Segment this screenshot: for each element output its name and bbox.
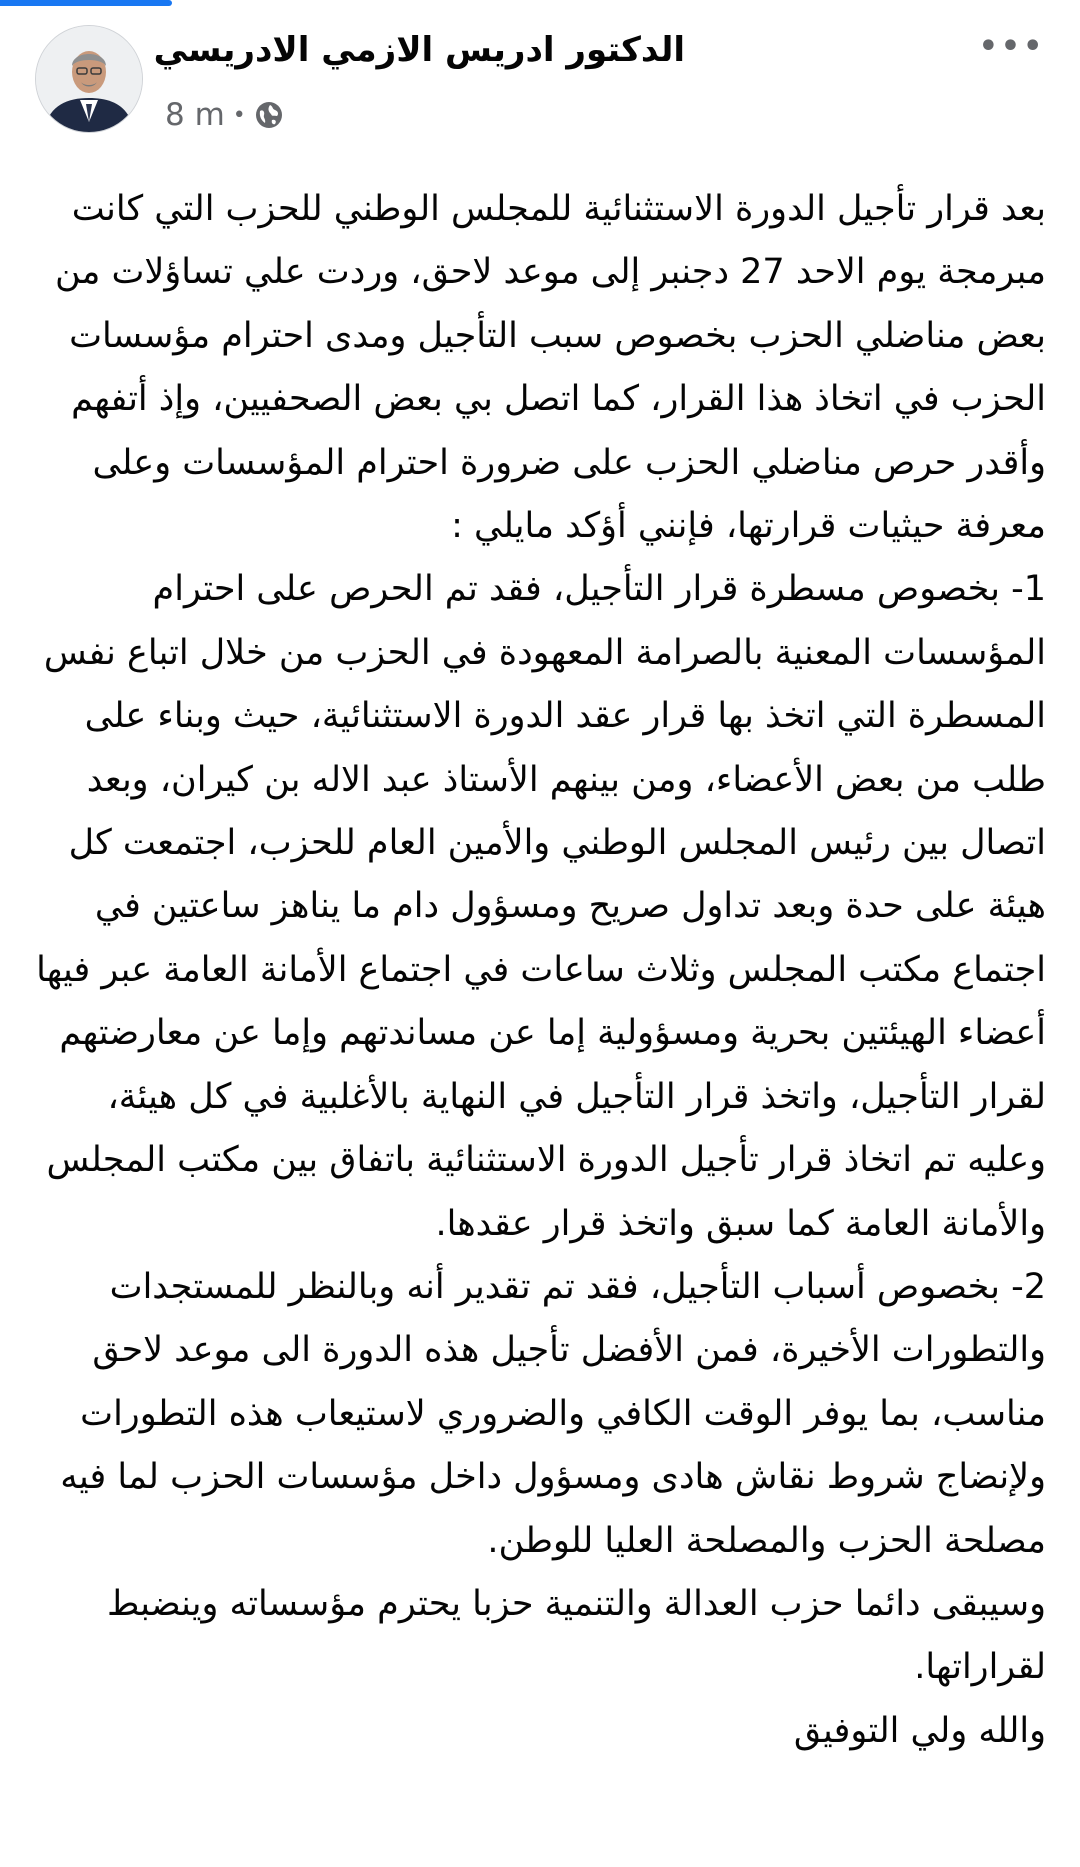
post-header [0, 0, 1080, 150]
author-name[interactable]: الدكتور ادريس الازمي الادريسي [153, 30, 685, 70]
post-body [30, 178, 1046, 1763]
timestamp[interactable]: 8 m [165, 97, 225, 133]
globe-icon[interactable] [254, 100, 284, 130]
profile-photo [36, 26, 142, 132]
post-paragraph: والله ولي التوفيق [793, 1710, 1046, 1751]
post-paragraph: 1- بخصوص مسطرة قرار التأجيل، فقد تم الحرص على احترام المؤسسات المعنية بالصرامة المعهودة في الحزب من خلال اتباع نفس المسطرة التي اتخذ بها قرار عقد الدورة الاستثنائية، حيث وبناء على طلب من بعض الأعضاء، ومن بينهم الأستاذ عبد الاله بن كيران، وبعد اتصال بين رئيس المجلس الوطني والأمين العام للحزب، اجتمعت كل هيئة على حدة وبعد تداول صريح ومسؤول دام ما يناهز ساعتين في اجتماع مكتب المجلس وثلاث ساعات في اجتماع الأمانة العامة عبر فيها أعضاء الهيئتين بحرية ومسؤولية إما عن مساندتهم وإما عن معارضتهم لقرار التأجيل، واتخذ قرار التأجيل في النهاية بالأغلبية في كل هيئة، وعليه تم اتخاذ قرار تأجيل الدورة الاستثنائية باتفاق بين مكتب المجلس والأمانة العامة كما سبق واتخذ قرار عقدها. [36, 569, 1046, 1244]
post-meta [165, 95, 284, 135]
more-options-button[interactable]: ••• [978, 28, 1046, 64]
avatar[interactable] [35, 25, 143, 133]
meta-separator: • [232, 102, 246, 128]
post-paragraph: بعد قرار تأجيل الدورة الاستثنائية للمجلس الوطني للحزب التي كانت مبرمجة يوم الاحد 27 دجنبر إلى موعد لاحق، وردت علي تساؤلات من بعض مناضلي الحزب بخصوص سبب التأجيل ومدى احترام مؤسسات الحزب في اتخاذ هذا القرار، كما اتصل بي بعض الصحفيين، وإذ أتفهم وأقدر حرص مناضلي الحزب على ضرورة احترام المؤسسات وعلى معرفة حيثيات قرارتها، فإنني أؤكد مايلي : [54, 189, 1046, 547]
post-paragraph: وسيبقى دائما حزب العدالة والتنمية حزبا يحترم مؤسساته وينضبط لقراراتها. [107, 1583, 1046, 1688]
post-paragraph: 2- بخصوص أسباب التأجيل، فقد تم تقدير أنه وبالنظر للمستجدات والتطورات الأخيرة، فمن الأفضل تأجيل هذه الدورة الى موعد لاحق مناسب، بما يوفر الوقت الكافي والضروري لاستيعاب هذه التطورات ولإنضاج شروط نقاش هادى ومسؤول داخل مؤسسات الحزب لما فيه مصلحة الحزب والمصلحة العليا للوطن. [60, 1266, 1046, 1561]
